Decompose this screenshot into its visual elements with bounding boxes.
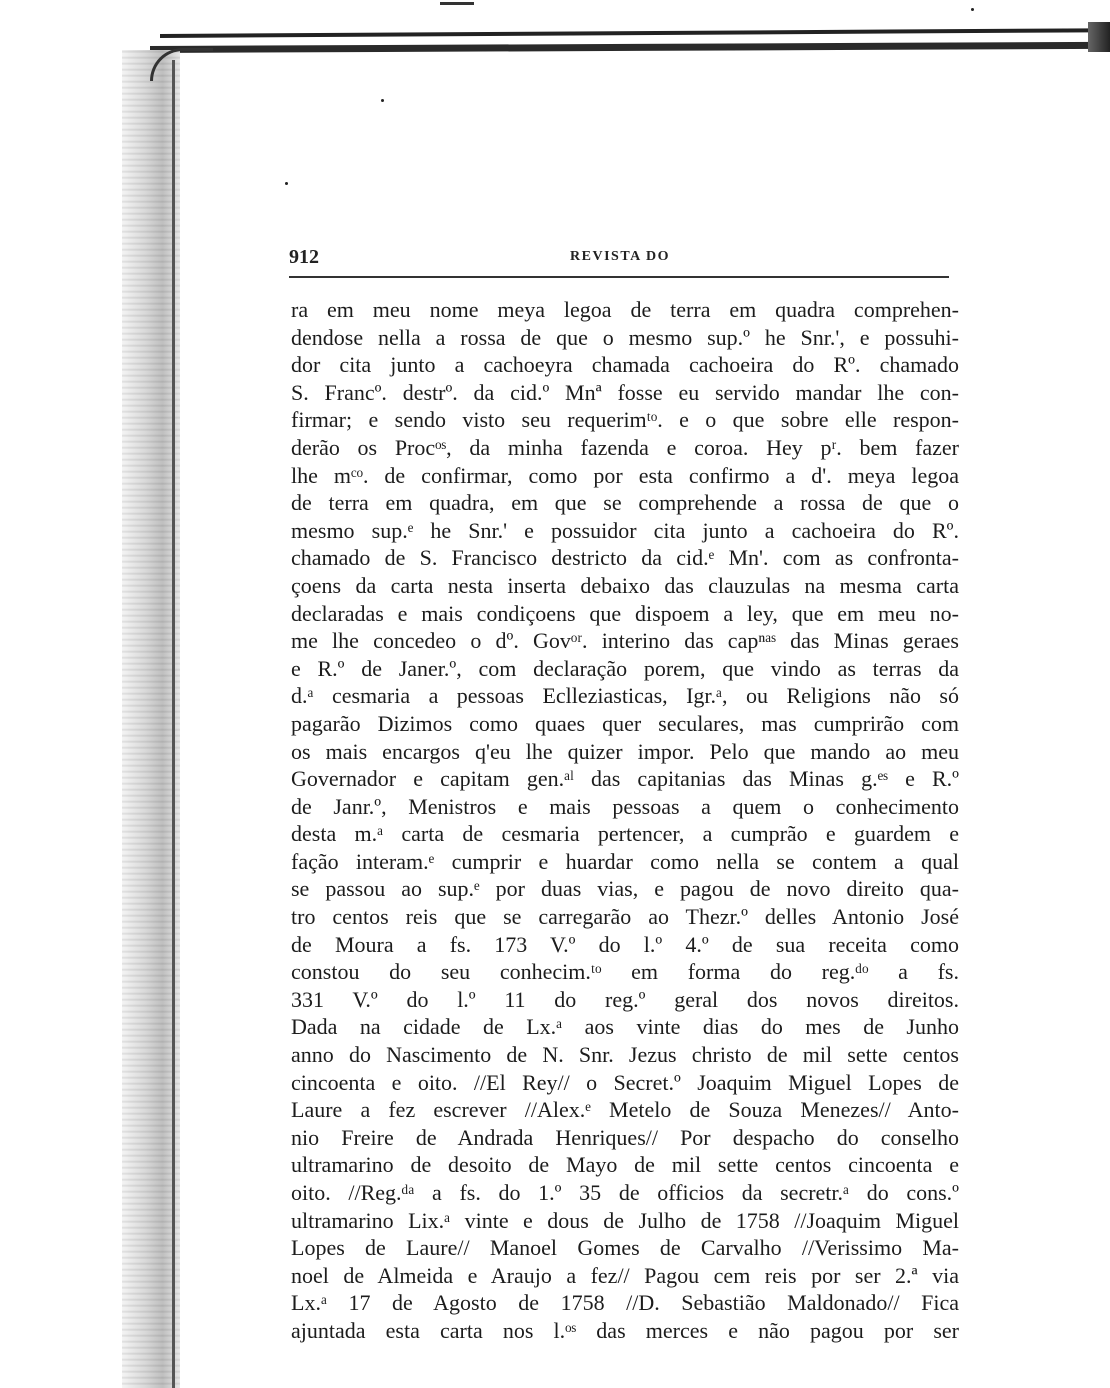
page-number: 912 — [289, 246, 319, 268]
text-line: de Janr.º, Menistros e mais pessoas a quem o conhecimento — [291, 793, 959, 819]
text-line: Lx.ᵃ 17 de Agosto de 1758 //D. Sebastião Maldonado// Fica — [291, 1290, 959, 1316]
text-line: Laure a fez escrever //Alex.ᵉ Metelo de Souza Menezes// Anto- — [291, 1097, 959, 1123]
scan-mark — [440, 2, 474, 5]
running-head: REVISTA DO — [570, 249, 670, 264]
text-line: derão os Procᵒˢ, da minha fazenda e coroa. Hey pʳ. bem fazer — [291, 434, 959, 460]
book-spine-edge — [172, 60, 175, 1388]
scan-edge-line — [160, 28, 1090, 38]
text-line: lhe mᶜᵒ. de confirmar, como por esta confirmo a d'. meya legoa — [291, 462, 959, 488]
text-line: S. Francº. destrº. da cid.º Mnª fosse eu servido mandar lhe con- — [291, 379, 959, 405]
text-line: de Moura a fs. 173 V.º do l.º 4.º de sua receita como — [291, 931, 959, 957]
text-line: oito. //Reg.ᵈᵃ a fs. do 1.º 35 de officios da secretr.ᵃ do cons.º — [291, 1180, 959, 1205]
text-line: 331 V.º do l.º 11 do reg.º geral dos novos direitos. — [291, 986, 959, 1012]
header-rule — [289, 276, 949, 278]
text-line: ra em meu nome meya legoa de terra em quadra comprehen- — [291, 297, 959, 322]
text-line: desta m.ᵃ carta de cesmaria pertencer, a cumprão e guardem e — [291, 821, 959, 847]
text-line: Governador e capitam gen.ᵃˡ das capitanias das Minas g.ᵉˢ e R.º — [291, 766, 959, 792]
text-line: dor cita junto a cachoeyra chamada cachoeira do Rº. chamado — [291, 352, 959, 378]
scan-speck — [381, 99, 384, 102]
scan-corner — [1088, 22, 1110, 52]
text-line: de terra em quadra, em que se comprehende a rossa de que o — [291, 490, 959, 516]
text-line: noel de Almeida e Araujo a fez// Pagou cem reis por ser 2.ª via — [291, 1262, 959, 1288]
text-line: constou do seu conhecim.ᵗᵒ em forma do reg.ᵈᵒ a fs. — [291, 959, 959, 985]
scan-edge-line — [150, 42, 1100, 53]
text-line: ultramarino de desoito de Mayo de mil sette centos cincoenta e — [291, 1152, 959, 1178]
text-line: Dada na cidade de Lx.ᵃ aos vinte dias do mes de Junho — [291, 1014, 959, 1040]
text-line: chamado de S. Francisco destricto da cid.ᵉ Mn'. com as confronta- — [291, 545, 959, 571]
text-line: se passou ao sup.ᵉ por duas vias, e pagou de novo direito qua- — [291, 876, 959, 902]
text-line: me lhe concedeo o dº. Govᵒʳ. interino das capⁿᵃˢ das Minas geraes — [291, 628, 959, 654]
text-line: fação interam.ᵉ cumprir e huardar como nella se contem a qual — [291, 848, 959, 874]
text-line: firmar; e sendo visto seu requerimᵗᵒ. e o que sobre elle respon- — [291, 407, 959, 433]
text-line: d.ᵃ cesmaria a pessoas Eclleziasticas, Igr.ᵃ, ou Religions não só — [291, 683, 959, 709]
scan-speck — [971, 8, 974, 11]
text-line: anno do Nascimento de N. Snr. Jezus christo de mil sette centos — [291, 1042, 959, 1068]
body-text — [291, 296, 959, 1345]
text-line: pagarão Dizimos como quaes quer seculares, mas cumprirão com — [291, 710, 959, 736]
text-line: nio Freire de Andrada Henriques// Por despacho do conselho — [291, 1124, 959, 1150]
text-line: tro centos reis que se carregarão ao Thezr.º delles Antonio José — [291, 904, 959, 930]
text-line: çoens da carta nesta inserta debaixo das clauzulas na mesma carta — [291, 572, 959, 598]
text-line: dendose nella a rossa de que o mesmo sup.º he Snr.', e possuhi- — [291, 324, 959, 350]
text-line: os mais encargos q'eu lhe quizer impor. Pelo que mando ao meu — [291, 738, 959, 764]
text-line: Lopes de Laure// Manoel Gomes de Carvalho //Verissimo Ma- — [291, 1235, 959, 1261]
text-line: ultramarino Lix.ᵃ vinte e dous de Julho de 1758 //Joaquim Miguel — [291, 1207, 959, 1233]
text-line: declaradas e mais condiçoens que dispoem a ley, que em meu no- — [291, 600, 959, 626]
text-line: cincoenta e oito. //El Rey// o Secret.º Joaquim Miguel Lopes de — [291, 1069, 959, 1095]
text-line: ajuntada esta carta nos l.ᵒˢ das merces e não pagou por ser — [291, 1317, 959, 1343]
scan-speck — [285, 182, 288, 185]
text-line: mesmo sup.ᵉ he Snr.' e possuidor cita junto a cachoeira do Rº. — [291, 517, 959, 543]
text-line: e R.º de Janer.º, com declaração porem, que vindo as terras da — [291, 655, 959, 681]
